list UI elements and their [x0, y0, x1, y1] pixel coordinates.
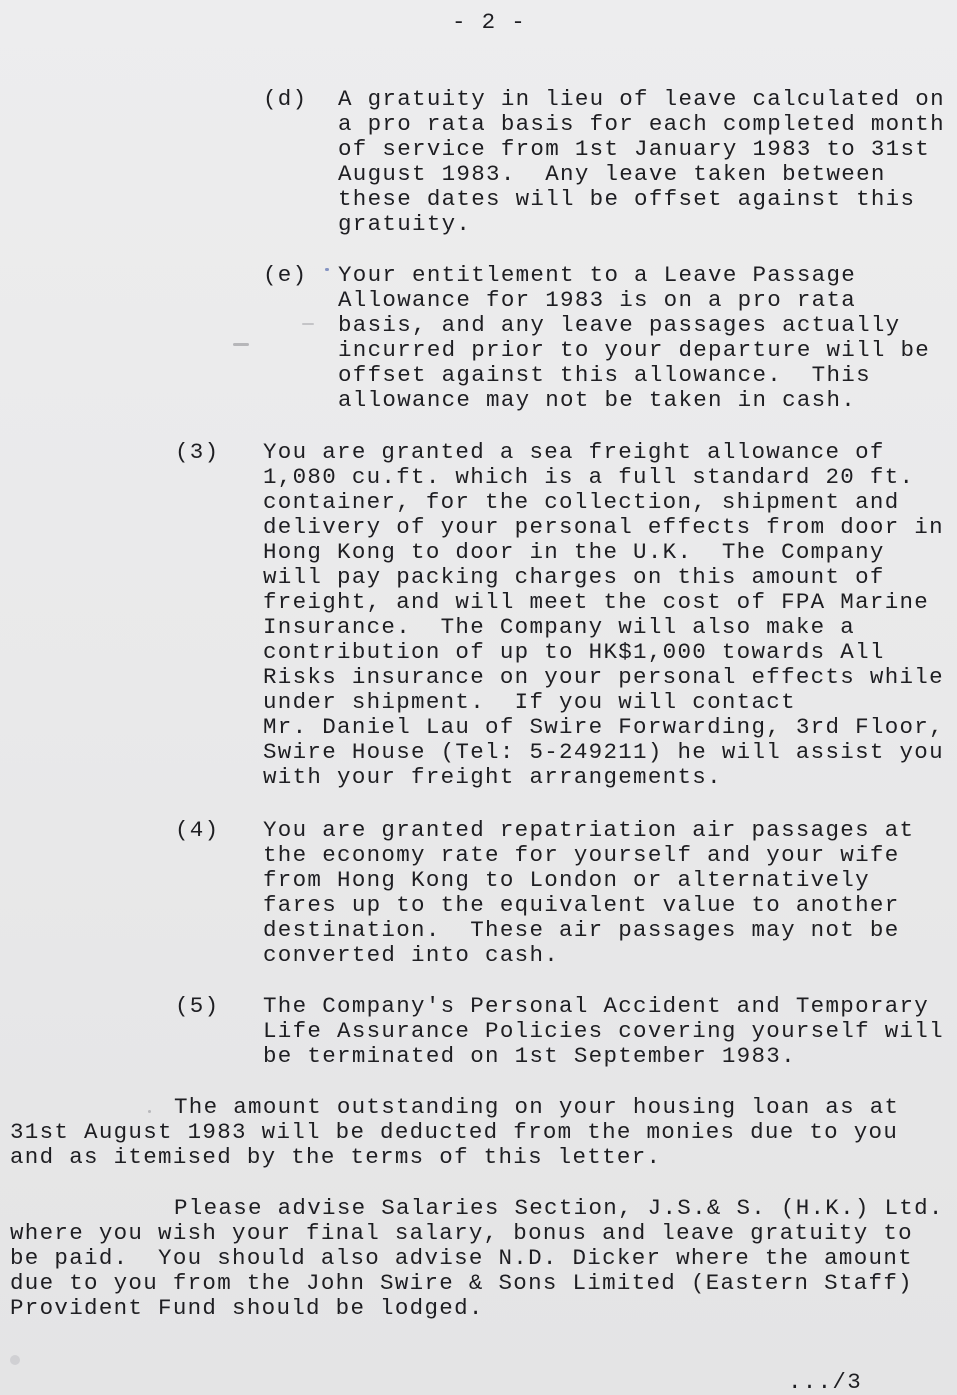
item-4-line: converted into cash.	[263, 942, 560, 968]
item-d-line: of service from 1st January 1983 to 31st	[338, 136, 931, 162]
item-d-line: gratuity.	[338, 211, 472, 237]
item-5-line: The Company's Personal Accident and Temporary	[263, 993, 930, 1019]
housing-paragraph-line: and as itemised by the terms of this letter.	[10, 1144, 662, 1170]
salary-paragraph-line: where you wish your final salary, bonus and leave gratuity to	[10, 1220, 913, 1246]
item-d-line: these dates will be offset against this	[338, 186, 916, 212]
item-3-line: will pay packing charges on this amount of	[263, 564, 885, 590]
item-4-line: fares up to the equivalent value to another	[263, 892, 900, 918]
item-3-line: delivery of your personal effects from door in	[263, 514, 944, 540]
scan-speck	[233, 343, 249, 346]
item-3-line: Swire House (Tel: 5-249211) he will assist you	[263, 739, 944, 765]
item-3-line: Hong Kong to door in the U.K. The Company	[263, 539, 885, 565]
item-d-label: (d)	[263, 86, 308, 112]
housing-paragraph-line: 31st August 1983 will be deducted from the monies due to you	[10, 1119, 899, 1145]
item-3-line: You are granted a sea freight allowance of	[263, 439, 885, 465]
item-3-line: Insurance. The Company will also make a	[263, 614, 856, 640]
page-number: - 2 -	[452, 9, 527, 35]
item-3-line: container, for the collection, shipment and	[263, 489, 900, 515]
item-3-label: (3)	[175, 439, 220, 465]
item-3-line: 1,080 cu.ft. which is a full standard 20 ft.	[263, 464, 915, 490]
item-3-line: Mr. Daniel Lau of Swire Forwarding, 3rd Floor,	[263, 714, 944, 740]
item-4-line: You are granted repatriation air passages at	[263, 817, 915, 843]
scan-speck	[325, 268, 329, 271]
item-e-line: incurred prior to your departure will be	[338, 337, 931, 363]
housing-paragraph-line: The amount outstanding on your housing loan as at	[174, 1094, 900, 1120]
item-3-line: under shipment. If you will contact	[263, 689, 796, 715]
item-e-line: basis, and any leave passages actually	[338, 312, 901, 338]
item-3-line: with your freight arrangements.	[263, 764, 722, 790]
item-4-line: the economy rate for yourself and your wife	[263, 842, 900, 868]
item-4-line: destination. These air passages may not be	[263, 917, 900, 943]
item-e-line: Your entitlement to a Leave Passage	[338, 262, 857, 288]
item-4-label: (4)	[175, 817, 220, 843]
item-d-line: a pro rata basis for each completed month	[338, 111, 945, 137]
salary-paragraph-line: due to you from the John Swire & Sons Limited (Eastern Staff)	[10, 1270, 913, 1296]
item-4-line: from Hong Kong to London or alternatively	[263, 867, 870, 893]
item-3-line: freight, and will meet the cost of FPA Marine	[263, 589, 930, 615]
item-3-line: contribution of up to HK$1,000 towards All	[263, 639, 885, 665]
item-5-label: (5)	[175, 993, 220, 1019]
item-e-line: Allowance for 1983 is on a pro rata	[338, 287, 857, 313]
item-d-line: August 1983. Any leave taken between	[338, 161, 886, 187]
item-5-line: be terminated on 1st September 1983.	[263, 1043, 796, 1069]
scan-speck	[302, 323, 314, 325]
item-5-line: Life Assurance Policies covering yourself will	[263, 1018, 944, 1044]
item-e-line: allowance may not be taken in cash.	[338, 387, 857, 413]
item-e-line: offset against this allowance. This	[338, 362, 871, 388]
item-d-line: A gratuity in lieu of leave calculated on	[338, 86, 945, 112]
salary-paragraph-line: be paid. You should also advise N.D. Dicker where the amount	[10, 1245, 913, 1271]
salary-paragraph-line: Provident Fund should be lodged.	[10, 1295, 484, 1321]
item-3-line: Risks insurance on your personal effects while	[263, 664, 944, 690]
continuation-mark: .../3	[788, 1369, 863, 1395]
item-e-label: (e)	[263, 262, 308, 288]
scan-speck	[148, 1110, 151, 1113]
scan-speck	[10, 1355, 20, 1365]
salary-paragraph-line: Please advise Salaries Section, J.S.& S. (H.K.) Ltd.	[174, 1195, 944, 1221]
